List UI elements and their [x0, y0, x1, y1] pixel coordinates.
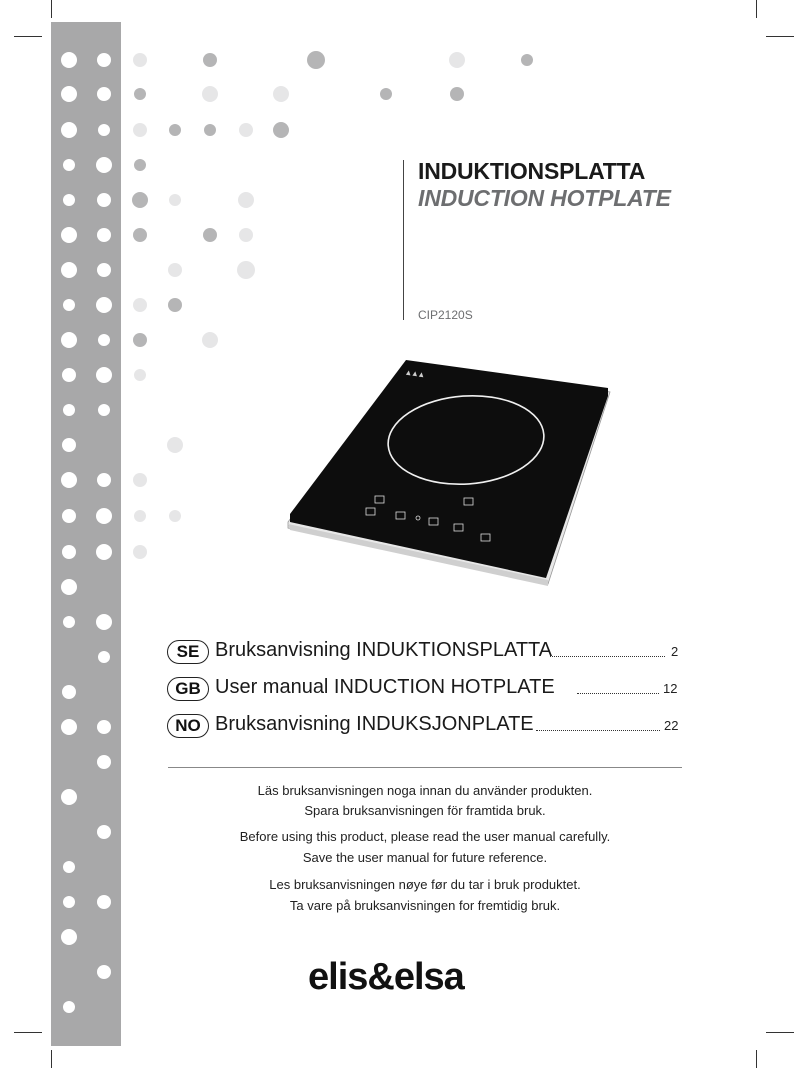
decorative-dot	[96, 614, 112, 630]
induction-hotplate-illustration	[278, 352, 618, 592]
decorative-dot	[97, 87, 111, 101]
decorative-dot	[169, 194, 181, 206]
decorative-dot	[62, 438, 76, 452]
decorative-dot	[61, 472, 77, 488]
toc-leader	[536, 730, 660, 731]
note-gb-line2: Save the user manual for future reference.	[302, 850, 548, 865]
decorative-dot	[134, 510, 146, 522]
decorative-dot	[133, 545, 147, 559]
decorative-dot	[61, 52, 77, 68]
crop-mark	[766, 36, 794, 37]
toc-page-number: 2	[671, 644, 679, 659]
decorative-dot	[202, 332, 218, 348]
model-number: CIP2120S	[418, 308, 473, 322]
decorative-dot	[61, 789, 77, 805]
decorative-dot	[98, 404, 110, 416]
decorative-dot	[97, 755, 111, 769]
decorative-dot	[237, 261, 255, 279]
svg-text:▲ ▲ ▲: ▲ ▲ ▲	[405, 369, 425, 379]
decorative-dot	[307, 51, 325, 69]
decorative-dot	[61, 332, 77, 348]
note-gb-line1: Before using this product, please read the user manual carefully.	[239, 829, 611, 844]
decorative-dot	[62, 685, 76, 699]
toc-label: User manual INDUCTION HOTPLATE	[215, 676, 555, 698]
decorative-dot	[133, 123, 147, 137]
decorative-dot	[63, 616, 75, 628]
decorative-dot	[61, 579, 77, 595]
decorative-dot	[168, 298, 182, 312]
language-badge-gb: GB	[167, 677, 209, 701]
decorative-dot	[239, 228, 253, 242]
decorative-dot	[61, 929, 77, 945]
decorative-dot	[167, 437, 183, 453]
decorative-dot	[132, 192, 148, 208]
decorative-dot	[61, 86, 77, 102]
toc-entry-se[interactable]	[167, 640, 687, 668]
decorative-dot	[96, 157, 112, 173]
crop-mark	[766, 1032, 794, 1033]
decorative-dot	[96, 297, 112, 313]
decorative-dot	[62, 368, 76, 382]
language-badge-no: NO	[167, 714, 209, 738]
decorative-dot	[63, 404, 75, 416]
decorative-dot	[97, 720, 111, 734]
decorative-dot	[521, 54, 533, 66]
toc-label: Bruksanvisning INDUKSJONPLATE	[215, 713, 534, 735]
decorative-dot	[63, 299, 75, 311]
decorative-dot	[239, 123, 253, 137]
toc-leader	[550, 656, 665, 657]
decorative-dot	[169, 510, 181, 522]
decorative-dot	[98, 334, 110, 346]
note-se-line1: Läs bruksanvisningen noga innan du använder produkten.	[257, 783, 593, 798]
decorative-dot	[134, 88, 146, 100]
decorative-dot	[133, 473, 147, 487]
decorative-dot	[450, 87, 464, 101]
decorative-dot	[133, 333, 147, 347]
note-se-line2: Spara bruksanvisningen för framtida bruk.	[304, 803, 546, 818]
decorative-dot	[98, 124, 110, 136]
decorative-dot	[97, 193, 111, 207]
crop-mark	[756, 0, 757, 18]
brand-logo	[308, 954, 548, 999]
crop-mark	[756, 1050, 757, 1068]
decorative-dot	[97, 473, 111, 487]
decorative-dot	[133, 53, 147, 67]
decorative-dot	[97, 895, 111, 909]
decorative-dot	[97, 228, 111, 242]
decorative-dot	[61, 227, 77, 243]
decorative-dot	[134, 159, 146, 171]
toc-entry-gb[interactable]	[167, 677, 687, 705]
title-divider	[403, 160, 404, 320]
decorative-dot	[63, 194, 75, 206]
decorative-dot	[97, 965, 111, 979]
decorative-sidebar	[51, 22, 121, 1046]
decorative-dot	[133, 298, 147, 312]
section-divider	[168, 767, 682, 768]
decorative-dot	[168, 263, 182, 277]
crop-mark	[14, 36, 42, 37]
crop-mark	[14, 1032, 42, 1033]
decorative-dot	[61, 719, 77, 735]
language-badge-se: SE	[167, 640, 209, 664]
decorative-dot	[97, 263, 111, 277]
decorative-dot	[134, 369, 146, 381]
decorative-dot	[133, 228, 147, 242]
toc-leader	[577, 693, 659, 694]
crop-mark	[51, 1050, 52, 1068]
decorative-dot	[63, 159, 75, 171]
toc-page-number: 22	[664, 718, 679, 733]
decorative-dot	[96, 367, 112, 383]
decorative-dot	[96, 508, 112, 524]
decorative-dot	[62, 509, 76, 523]
decorative-dot	[273, 86, 289, 102]
decorative-dot	[62, 545, 76, 559]
decorative-dot	[97, 825, 111, 839]
decorative-dot	[203, 53, 217, 67]
decorative-dot	[96, 544, 112, 560]
note-no-line1: Les bruksanvisningen nøye før du tar i bruk produktet.	[269, 877, 581, 892]
crop-mark	[51, 0, 52, 18]
decorative-dot	[63, 861, 75, 873]
decorative-dot	[97, 53, 111, 67]
brand-logo-text: elis&elsa	[308, 956, 464, 998]
note-no-line2: Ta vare på bruksanvisningen for fremtidig bruk.	[289, 898, 561, 913]
toc-page-number: 12	[663, 681, 678, 696]
decorative-dot	[98, 651, 110, 663]
decorative-dot	[63, 1001, 75, 1013]
decorative-dot	[63, 896, 75, 908]
decorative-dot	[380, 88, 392, 100]
decorative-dot	[61, 122, 77, 138]
toc-entry-no[interactable]	[167, 714, 687, 742]
decorative-dot	[169, 124, 181, 136]
title-english: INDUCTION HOTPLATE	[418, 185, 671, 211]
decorative-dot	[449, 52, 465, 68]
decorative-dot	[61, 262, 77, 278]
toc-label: Bruksanvisning INDUKTIONSPLATTA	[215, 639, 553, 661]
decorative-dot	[273, 122, 289, 138]
decorative-dot	[202, 86, 218, 102]
title-swedish: INDUKTIONSPLATTA	[418, 158, 646, 184]
decorative-dot	[203, 228, 217, 242]
decorative-dot	[238, 192, 254, 208]
decorative-dot	[204, 124, 216, 136]
